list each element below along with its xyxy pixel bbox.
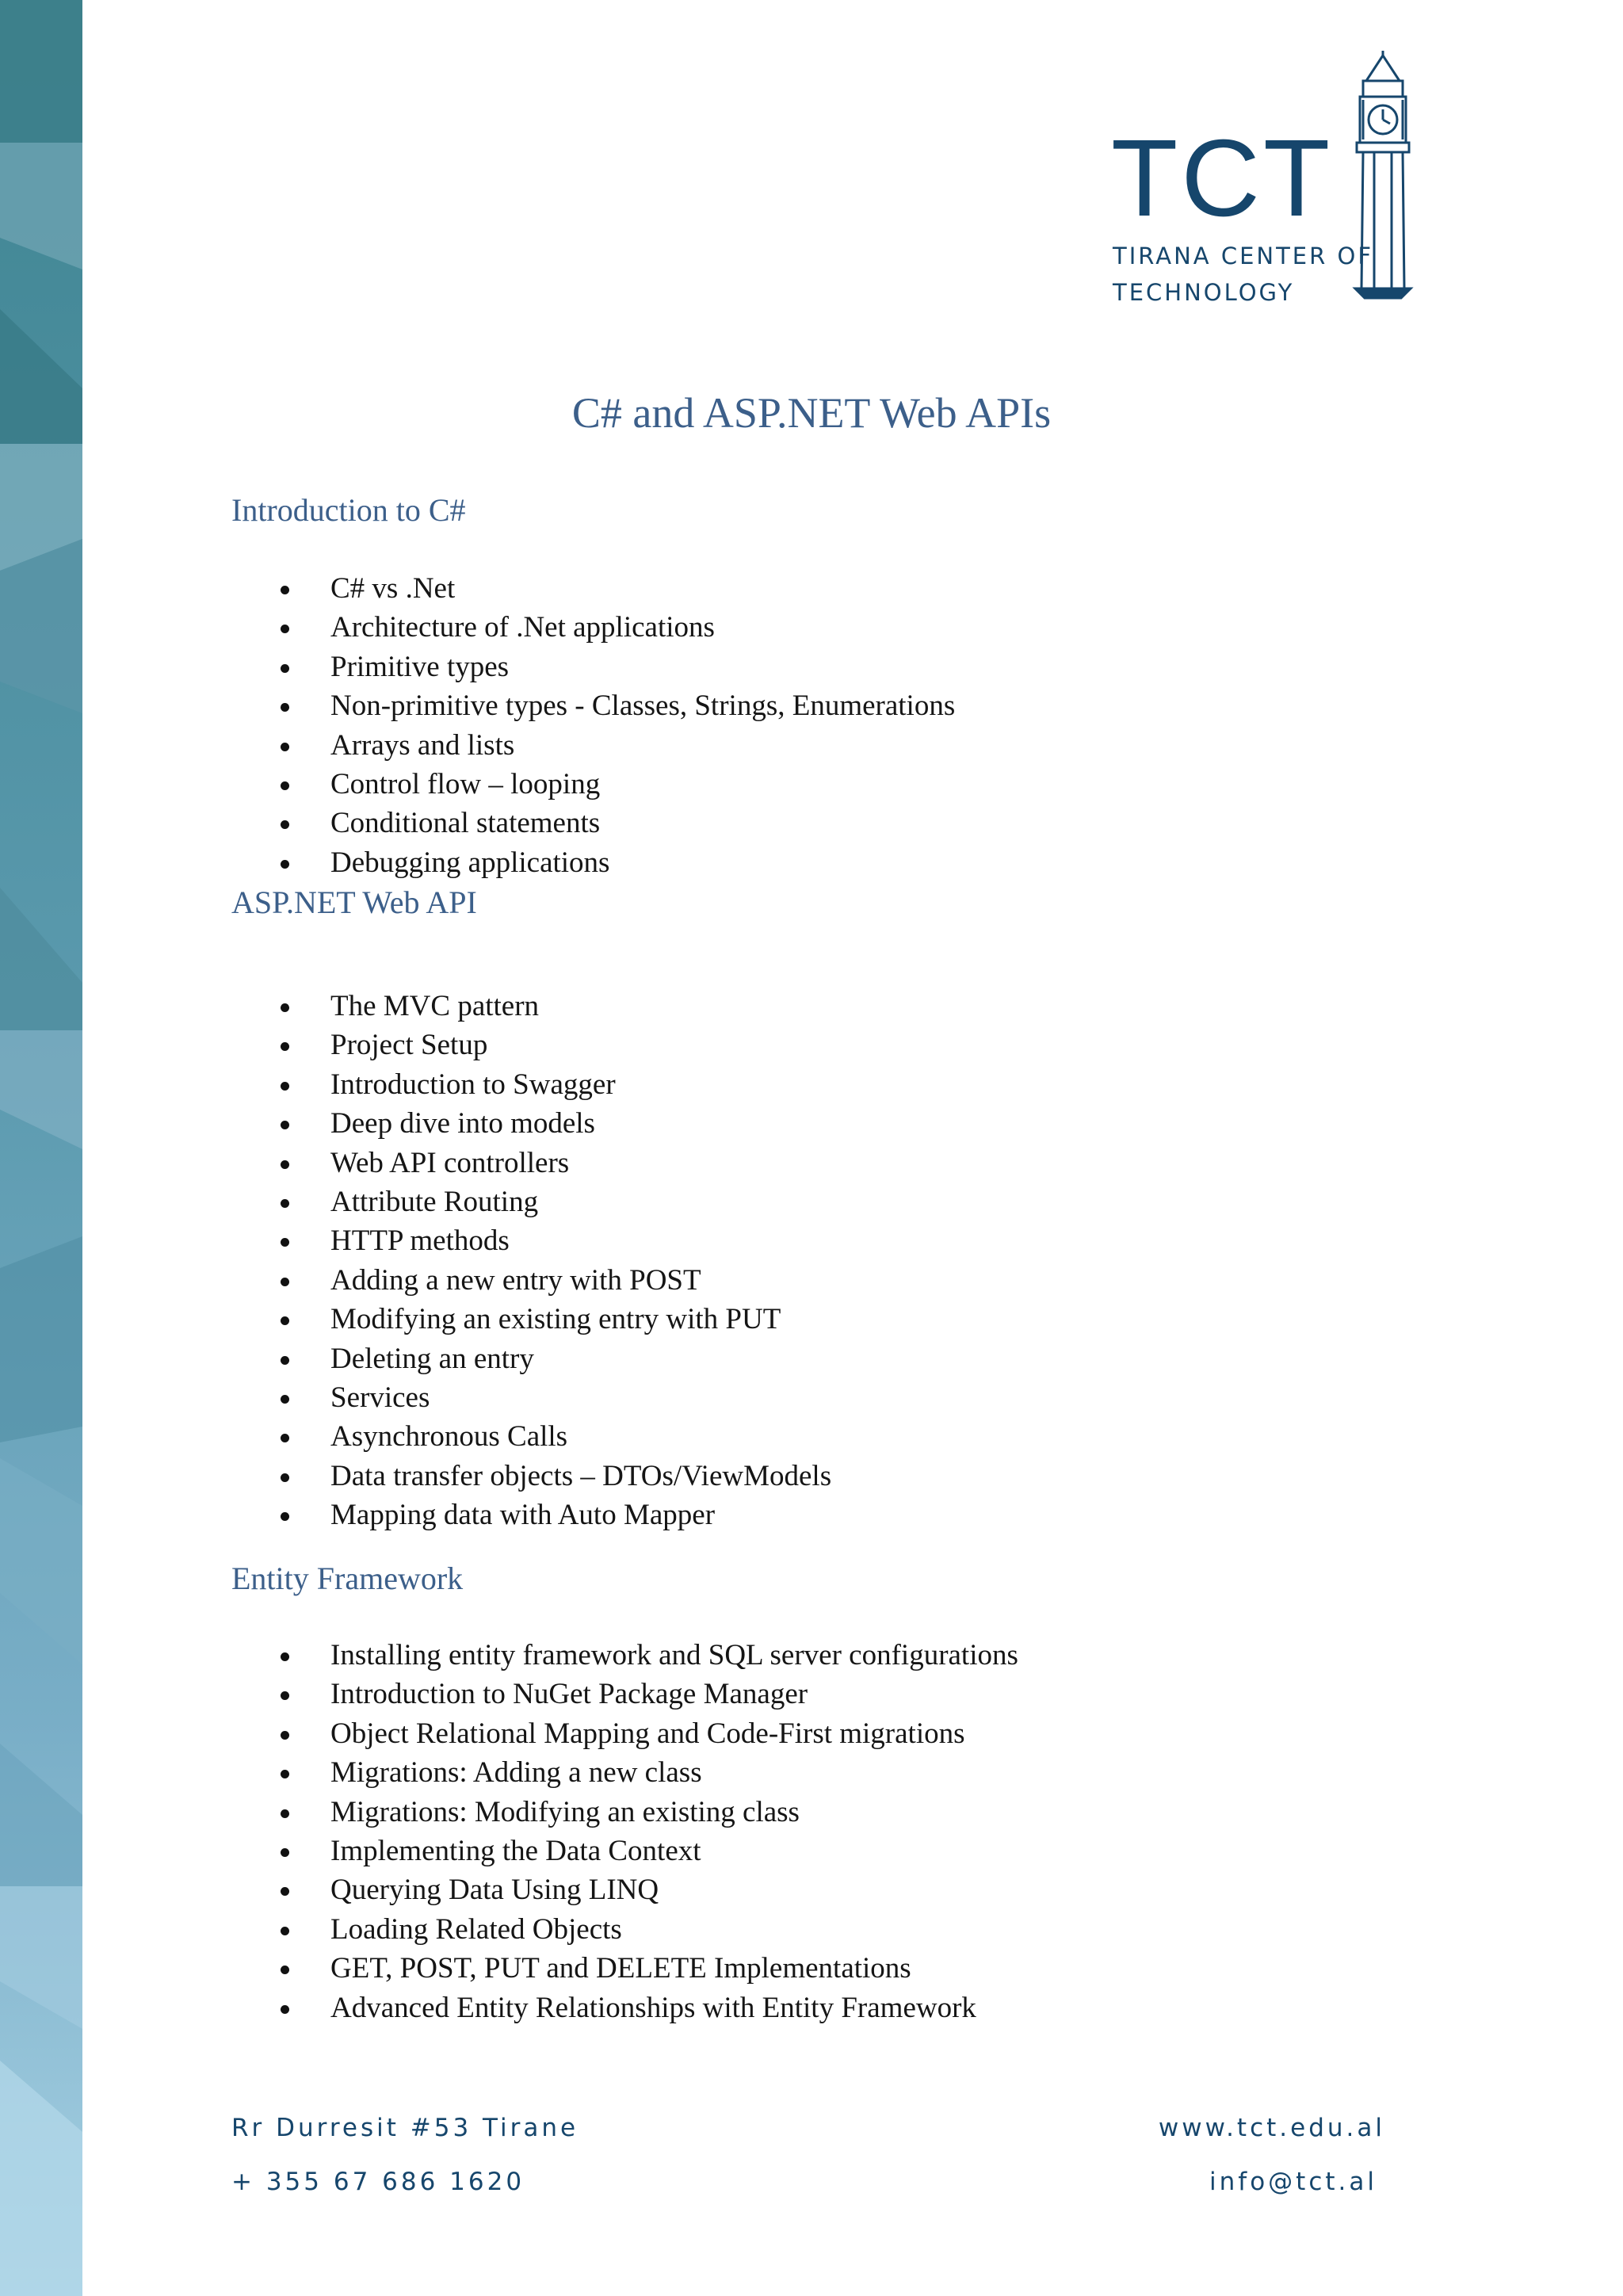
- logo-subtitle-line-1: TIRANA CENTER OF: [1113, 243, 1374, 269]
- list-item: Introduction to NuGet Package Manager: [231, 1675, 1420, 1713]
- list-item: Migrations: Modifying an existing class: [231, 1793, 1420, 1832]
- footer-phone: + 355 67 686 1620: [231, 2168, 525, 2196]
- list-item: Services: [231, 1378, 1420, 1417]
- logo-wordmark: TCT: [1111, 117, 1334, 239]
- list-item: Project Setup: [231, 1026, 1420, 1064]
- decorative-side-band: [0, 0, 82, 2296]
- list-item: Modifying an existing entry with PUT: [231, 1300, 1420, 1339]
- list-item: Introduction to Swagger: [231, 1065, 1420, 1104]
- list-item: Installing entity framework and SQL server configurations: [231, 1636, 1420, 1675]
- footer-website-link[interactable]: www.tct.edu.al: [1158, 2114, 1385, 2142]
- list-item: Architecture of .Net applications: [231, 608, 1420, 647]
- section-heading-entity-framework: Entity Framework: [231, 1561, 464, 1596]
- list-item: Object Relational Mapping and Code-First migrations: [231, 1714, 1420, 1753]
- list-item: Loading Related Objects: [231, 1910, 1420, 1949]
- list-item: The MVC pattern: [231, 987, 1420, 1026]
- tct-logo: [1102, 51, 1434, 312]
- list-item: C# vs .Net: [231, 569, 1420, 608]
- footer-email-link[interactable]: info@tct.al: [1209, 2168, 1377, 2196]
- logo-subtitle-line-2: TECHNOLOGY: [1113, 279, 1295, 306]
- list-item: Migrations: Adding a new class: [231, 1753, 1420, 1792]
- list-item: Mapping data with Auto Mapper: [231, 1496, 1420, 1534]
- footer-address: Rr Durresit #53 Tirane: [231, 2114, 579, 2142]
- list-item: Advanced Entity Relationships with Entity Framework: [231, 1988, 1420, 2027]
- list-item: Asynchronous Calls: [231, 1417, 1420, 1456]
- section-heading-intro-csharp: Introduction to C#: [231, 492, 466, 528]
- list-item: HTTP methods: [231, 1221, 1420, 1260]
- list-item: Implementing the Data Context: [231, 1832, 1420, 1870]
- list-item: Data transfer objects – DTOs/ViewModels: [231, 1457, 1420, 1496]
- geometric-pattern-graphic: [0, 0, 82, 2296]
- list-item: GET, POST, PUT and DELETE Implementations: [231, 1949, 1420, 1988]
- list-item: Primitive types: [231, 648, 1420, 686]
- topic-list-entity-framework: [231, 1636, 1420, 2027]
- clock-tower-icon: [1339, 51, 1426, 304]
- list-item: Conditional statements: [231, 804, 1420, 842]
- list-item: Deep dive into models: [231, 1104, 1420, 1143]
- list-item: Attribute Routing: [231, 1182, 1420, 1221]
- list-item: Adding a new entry with POST: [231, 1261, 1420, 1300]
- topic-list-intro-csharp: [231, 569, 1420, 882]
- list-item: Arrays and lists: [231, 726, 1420, 765]
- list-item: Deleting an entry: [231, 1339, 1420, 1378]
- section-heading-aspnet-web-api: ASP.NET Web API: [231, 884, 477, 920]
- list-item: Non-primitive types - Classes, Strings, Enumerations: [231, 686, 1420, 725]
- list-item: Querying Data Using LINQ: [231, 1870, 1420, 1909]
- list-item: Web API controllers: [231, 1144, 1420, 1182]
- topic-list-aspnet-web-api: [231, 987, 1420, 1534]
- list-item: Control flow – looping: [231, 765, 1420, 804]
- list-item: Debugging applications: [231, 843, 1420, 882]
- document-title: C# and ASP.NET Web APIs: [571, 389, 1052, 437]
